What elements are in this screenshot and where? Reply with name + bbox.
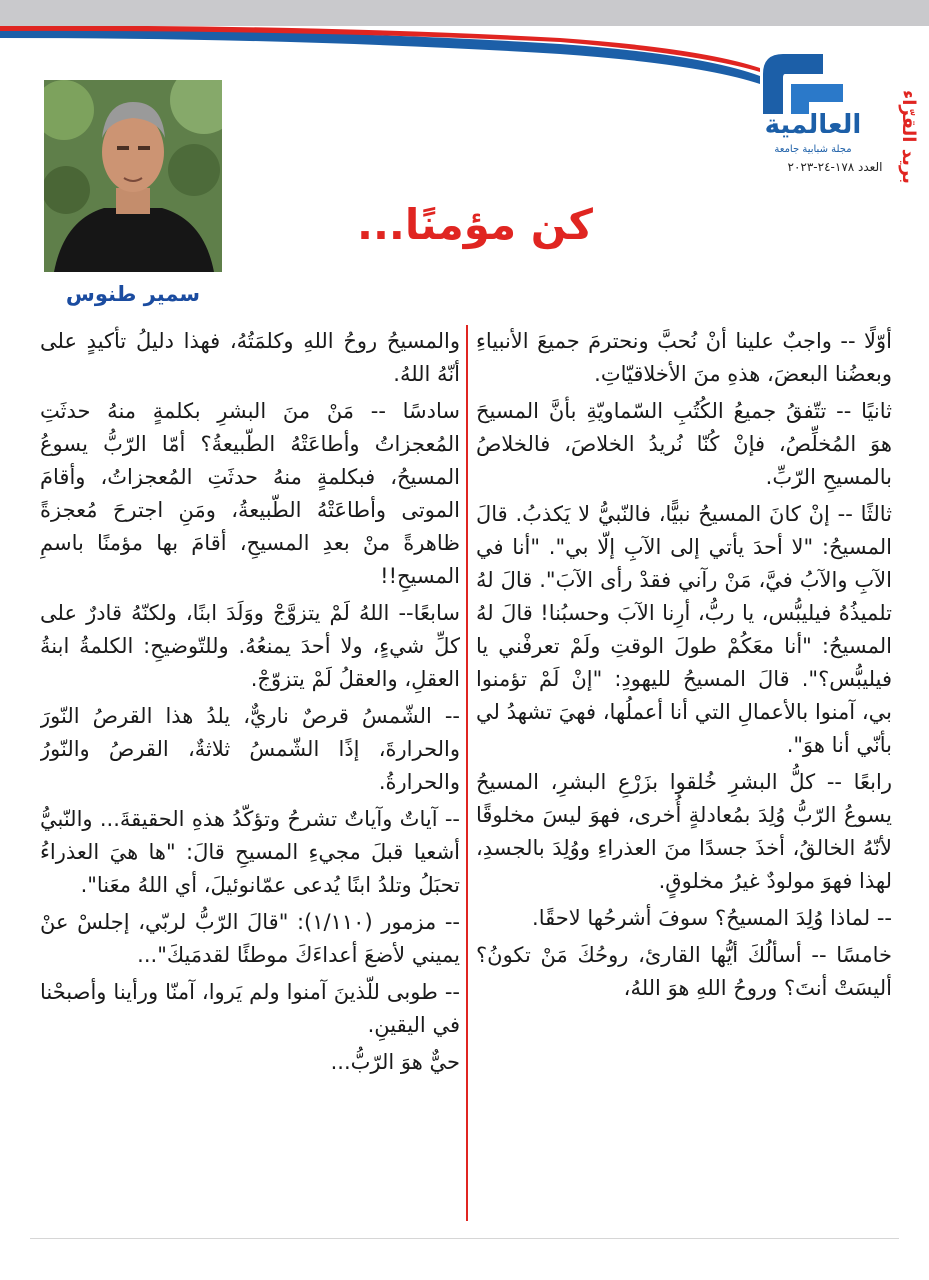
column-divider [466,325,468,1221]
article-title: كن مؤمنًا... [357,200,593,249]
magazine-tagline: مجلة شبابية جامعة [774,144,852,155]
paragraph: -- آياتٌ وآياتٌ تشرحُ وتؤكّدُ هذهِ الحقيقةَ... والنّبيُّ أشعيا قبلَ مجيءِ المسيحِ قالَ: "ها هيَ العذراءُ تحبَلُ وتلدُ ابنًا يُدعى عمّانوئيلَ، أي اللهُ معَنا". [40,807,460,897]
paragraph: رابعًا -- كلُّ البشرِ خُلقوا بزَرْعِ البشرِ، المسيحُ يسوعُ الرّبُّ وُلِدَ بمُعادلةٍ أُخرى، فهوَ ليسَ مخلوقًا لأنّهُ الخالقُ، أخذَ جسدًا منَ العذراءِ ووُلِدَ بالجسدِ، لهذا فهوَ مولودٌ غيرُ مخلوقٍ. [476,770,892,893]
article-column-right [476,325,892,1225]
magazine-logo-icon [753,48,883,118]
author-name: سمير طنوس [65,282,201,306]
paragraph: -- طوبى للّذينَ آمنوا ولم يَروا، آمنّا ورأينا وأصبحْنا في اليقينِ. [40,980,460,1037]
paragraph: -- الشّمسُ قرصٌ ناريٌّ، يلدُ هذا القرصُ النّورَ والحرارةَ، إذًا الشّمسُ ثلاثةٌ، القرصُ والنّورُ والحرارةُ. [40,704,460,794]
paragraph: -- لماذا وُلِدَ المسيحُ؟ سوفَ أشرحُها لاحقًا. [532,906,892,930]
paragraph: سابعًا-- اللهُ لَمْ يتزوَّجْ ووَلَدَ ابنًا، ولكنّهُ قادرٌ على كلِّ شيءٍ، ولا أحدَ يمنعُهُ. وللتّوضيحِ: الكلمةُ ابنةُ العقلِ، والعقلُ لَمْ يتزوّجْ. [40,601,460,691]
author-photo [44,80,222,272]
paragraph: والمسيحُ روحُ اللهِ وكلمَتُهُ، فهذا دليلُ تأكيدٍ على أنّهُ اللهُ. [40,329,460,386]
paragraph: حيٌّ هوَ الرّبُّ... [330,1050,460,1074]
section-label: بريد القرّاء [898,90,919,184]
top-gray-band [0,0,929,26]
paragraph: خامسًا -- أسألُكَ أيُّها القارئ، روحُكَ مَنْ تكونُ؟ أليسَتْ أنتَ؟ وروحُ اللهِ هوَ اللهُ، [476,943,892,1000]
paragraph: أوّلًا -- واجبٌ علينا أنْ نُحبَّ ونحترمَ جميعَ الأنبياءِ وبعضُنا البعضَ، هذهِ منَ الأخلاقيّاتِ. [476,329,892,386]
footer-rule [30,1238,899,1239]
paragraph: -- مزمور (١/١١٠): "قالَ الرّبُّ لربّي، إجلسْ عنْ يميني لأضعَ أعداءَكَ موطئًا لقدمَيكَ"... [40,910,460,967]
article-column-left [40,325,460,1225]
magazine-name: العالمية [764,110,862,140]
paragraph: ثانيًا -- تتّفقُ جميعُ الكُتُبِ السّماويّةِ بأنَّ المسيحَ هوَ المُخلِّصُ، فإنْ كُنّا نُريدُ الخلاصَ، فالخلاصُ بالمسيحِ الرّبِّ. [476,399,892,489]
paragraph: ثالثًا -- إنْ كانَ المسيحُ نبيًّا، فالنّبيُّ لا يَكذبُ. قالَ المسيحُ: "لا أحدَ يأتي إلى الآبِ إلّا بي". "أنا في الآبِ والآبُ فيَّ، مَنْ رآني فقدْ رأى الآبَ". قالَ لهُ تلميذُهُ فيليبُّس، يا ربُّ، أرِنا الآبَ وحسبُنا! قالَ لهُ المسيحُ: "أنا معَكُمْ طولَ الوقتِ ولَمْ تعرفْني يا فيليبُّس؟". قالَ المسيحُ لليهودِ: "إنْ لَمْ تؤمنوا بي، آمنوا بالأعمالِ التي أنا أعملُها، فهيَ تشهدُ لي بأنّي أنا هوَ". [476,502,892,757]
paragraph: سادسًا -- مَنْ منَ البشرِ بكلمةٍ منهُ حدثَتِ المُعجزاتُ وأطاعَتْهُ الطّبيعةُ؟ أمّا الرّبُّ يسوعُ المسيحُ، فبكلمةٍ منهُ حدثَتِ المُعجزاتُ، وأقامَ الموتى وأطاعَتْهُ الطّبيعةُ، ومَنِ اجترحَ مُعجزةً ظاهرةً منْ بعدِ المسيحِ، أقامَ بها مؤمنًا باسمِ المسيحِ!! [40,399,460,588]
magazine-masthead [745,48,923,188]
issue-number: العدد ١٧٨-٢٤-٢٠٢٣ [787,160,883,174]
